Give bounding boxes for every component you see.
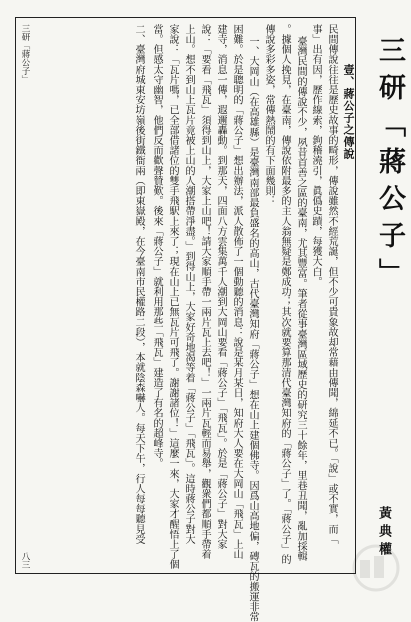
body-column: 當。但感太守幽智，他們反而歡聲贊歎。後來「蔣公子」就利用那些「飛瓦」建造了有名的超峰寺。 xyxy=(151,24,162,469)
heading-series: 三研 xyxy=(374,36,405,110)
body-column: 困難。於是聰明的「蔣公子」想出辦法，派人散佈了一個動聽的消息：說是某月某日，知府大人要在大岡山「飛瓦」上山 xyxy=(231,24,242,560)
body-column: 二、臺灣府城東安坊嶺後街鐵衙兩（即東嶽殿，在今臺南市民權路二段），本就陰森嚇人。每天下午，行人每每聽見受 xyxy=(133,24,144,545)
section-title: 壹、蔣公子之傳說 xyxy=(342,64,355,160)
heading-title: 「蔣公子」 xyxy=(374,110,405,295)
body-column: 臺灣民間的傳說不少，夙昔首善之區的臺南，尤其豐富。筆者從事臺灣區域歷史的研究三十餘年，里巷丑聞，亂加採輯 xyxy=(295,36,306,562)
body-column: 說：「要看「飛瓦」須得到山上，大家上山吧！請大家順手帶一兩片瓦上去吧！」一兩片瓦輕而易舉，觀衆們都順手帶着 xyxy=(199,24,210,560)
library-watermark xyxy=(346,540,406,592)
body-column: 建寺，消息一傳，遐邇轟動。到那天，四面八方雲集萬千人潮到大岡山要看「蔣公子」「飛瓦」。於是「蔣公子」對大家 xyxy=(215,24,226,550)
body-column: 傳說多彩多姿，常傳熱鬧的有下面幾則： xyxy=(263,24,274,206)
article-heading xyxy=(358,36,406,295)
body-column: 民間傳說往往是歷史故事的畸形，傳說雖然不經荒誕，但不少可貴象故却常藉由傳聞，綿延不已。「說」或不實，而「 xyxy=(326,24,337,545)
body-column: 一、大岡山（在高雄縣）是臺灣南部最負盛名的高山，古代臺灣知府「蔣公子」想在山上建個佛寺。因爲山高地偏，磚瓦的搬運非常 xyxy=(247,36,258,622)
author-name: 黃典權 xyxy=(376,506,391,560)
body-column: 。據個人挽見，在臺南，傳說依附最多的主人翁無疑是鄭成功；其次就要算那清代臺灣知府的「蔣公子」了。「蔣公子」的 xyxy=(279,24,290,565)
body-column: 家說：「瓦片嗎，已全部借諸位的雙手飛駅上來了；現在山上已無瓦片可飛了。謝謝諸位！」這麼一來，大家才醒悟上了個 xyxy=(167,24,178,570)
running-footer: 三研「蔣公子」 xyxy=(20,24,30,84)
body-column: 上山。想不到山上瓦片竟被上山的人潮搭帶淨盡。」到得山上，大家好奇地渴等着「蔣公子」「飛瓦」。這時蔣公子對大 xyxy=(183,24,194,545)
page-number: 八三 xyxy=(20,552,30,569)
body-column: 事」出有因，歷作線索，鉤稽澆引，眞僞史蹟，每獲大白。 xyxy=(310,24,321,287)
